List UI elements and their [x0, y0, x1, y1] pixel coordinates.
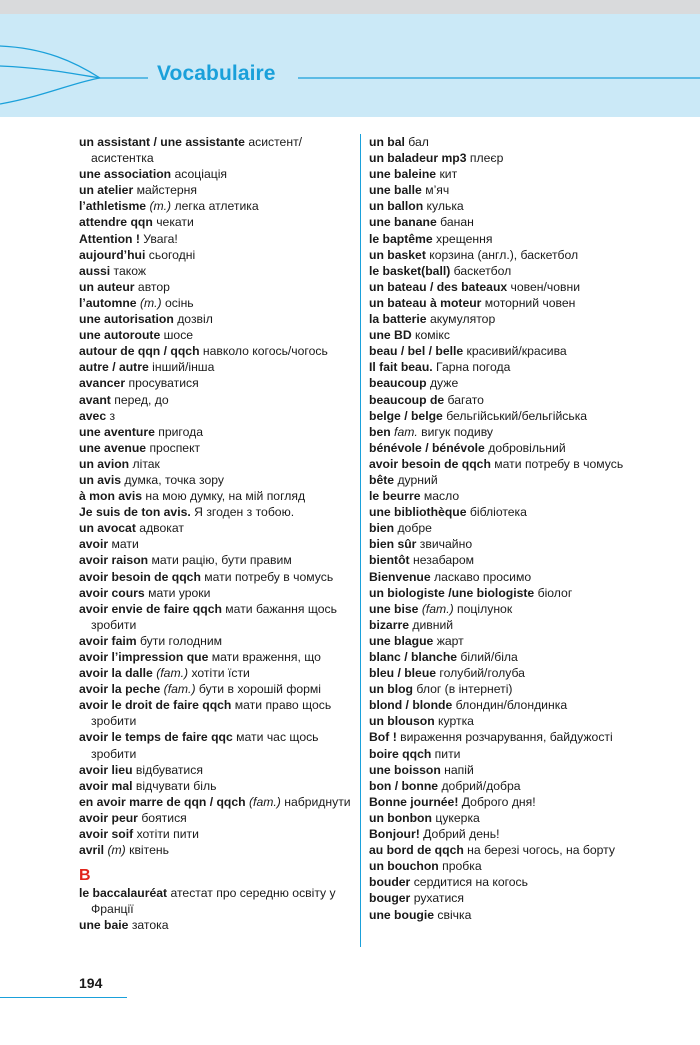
vocab-translation: незабаром [409, 553, 475, 568]
vocab-translation: красивий/красива [463, 344, 567, 359]
vocab-entry [369, 247, 689, 263]
vocab-note: (m) [104, 843, 126, 858]
vocab-entry [79, 408, 351, 424]
vocab-term: blond / blonde [369, 698, 453, 713]
vocab-term: une association [79, 167, 172, 182]
vocab-term: un blouson [369, 714, 435, 729]
vocab-translation: ласкаво просимо [430, 569, 532, 584]
vocab-entry [369, 134, 689, 150]
vocab-translation: просуватися [125, 376, 199, 391]
vocab-term: une bougie [369, 907, 434, 922]
vocab-entry [369, 263, 689, 279]
vocab-term: avoir lieu [79, 762, 133, 777]
vocab-translation: відбуватися [132, 762, 203, 777]
vocab-translation: адвокат [135, 521, 184, 536]
vocab-translation: також [110, 263, 147, 278]
vocab-entry [369, 778, 689, 794]
vocab-term: une balle [369, 183, 422, 198]
header-swoosh-icon [0, 14, 700, 117]
vocab-term: bénévole / bénévole [369, 440, 485, 455]
vocab-translation: мати враження, що [208, 650, 321, 664]
vocab-entry [79, 440, 351, 456]
vocab-term: un avocat [79, 521, 136, 536]
vocab-term: un baladeur mp3 [369, 151, 467, 166]
vocab-translation: дозвіл [173, 312, 213, 327]
vocab-term: avoir [79, 537, 109, 552]
vocab-term: la batterie [369, 312, 427, 327]
vocab-translation: мати право щось зробити [91, 698, 332, 729]
vocab-translation: дурний [394, 472, 438, 487]
vocab-term: une banane [369, 215, 437, 230]
vocab-translation: сердитися на когось [410, 875, 528, 890]
vocab-term: boire qqch [369, 746, 432, 761]
vocab-note: fam. [390, 424, 418, 439]
vocab-note: (fam.) [245, 794, 281, 809]
vocab-entry [79, 633, 351, 649]
vocab-term: un basket [369, 247, 426, 262]
vocab-translation: багато [444, 392, 484, 407]
vocab-translation: білий/біла [457, 650, 518, 664]
vocab-entry [369, 231, 689, 247]
vocab-term: bleu / bleue [369, 666, 437, 681]
vocab-entry [369, 424, 689, 440]
vocab-entry [79, 375, 351, 391]
vocab-entry [369, 440, 689, 456]
vocab-entry [369, 713, 689, 729]
vocab-entry [79, 166, 351, 182]
vocab-entry [79, 134, 351, 166]
vocab-translation: затока [128, 918, 169, 933]
vocab-entry [369, 569, 689, 585]
vocab-translation: літак [129, 456, 160, 471]
vocab-entry [79, 536, 351, 552]
vocab-entry [369, 343, 689, 359]
vocab-translation: Доброго дня! [458, 794, 536, 809]
vocab-entry [79, 665, 351, 681]
vocab-translation: мати час щось зробити [91, 730, 319, 761]
vocab-translation: блондин/блондинка [452, 698, 568, 713]
vocab-term: avancer [79, 376, 126, 391]
vocab-translation: човен/човни [507, 279, 581, 294]
vocab-term: en avoir marre de qqn / qqch [79, 794, 246, 809]
vocab-translation: баскетбол [450, 263, 512, 278]
vocab-term: une boisson [369, 762, 441, 777]
vocab-entry [369, 729, 689, 745]
vocab-term: beaucoup [369, 376, 427, 391]
vocab-translation: боятися [137, 810, 187, 825]
page-title: Vocabulaire [157, 62, 276, 85]
vocab-term: une baleine [369, 167, 437, 182]
vocab-entry [79, 697, 351, 729]
vocab-entry [79, 327, 351, 343]
vocab-translation: добре [394, 521, 432, 536]
vocab-entry [79, 569, 351, 585]
vocab-translation: відчувати біль [132, 778, 217, 793]
vocab-translation: свічка [434, 907, 472, 922]
vocab-translation: рухатися [410, 891, 464, 906]
vocab-entry [79, 488, 351, 504]
vocab-term: une baie [79, 918, 129, 933]
vocabulary-column-left [79, 134, 351, 934]
vocab-term: un bateau à moteur [369, 295, 482, 310]
page-header [0, 14, 700, 117]
vocab-term: avoir le droit de faire qqch [79, 698, 232, 713]
vocab-term: un avion [79, 456, 130, 471]
vocab-term: aussi [79, 263, 111, 278]
vocab-entry [369, 295, 689, 311]
vocab-entry [369, 617, 689, 633]
vocab-term: avoir le temps de faire qqc [79, 730, 233, 745]
section-letter: B [79, 867, 91, 885]
vocab-entry [79, 214, 351, 230]
vocab-translation: банан [436, 215, 474, 230]
vocab-translation: бельгійський/бельгійська [442, 408, 588, 423]
vocab-translation: добровільний [484, 440, 566, 455]
vocab-translation: навколо когось/чогось [199, 344, 328, 359]
vocab-entry [79, 263, 351, 279]
vocab-note: (m.) [146, 199, 172, 214]
vocab-translation: мати потребу в чомусь [200, 569, 334, 584]
vocab-term: bouger [369, 891, 411, 906]
vocab-entry [369, 633, 689, 649]
vocab-entry [369, 810, 689, 826]
vocab-term: bientôt [369, 553, 410, 568]
vocab-entry [79, 885, 351, 917]
vocab-translation: корзина (англ.), баскетбол [425, 247, 579, 262]
vocab-translation: чекати [152, 215, 194, 230]
vocab-entry [369, 874, 689, 890]
vocab-term: avoir mal [79, 778, 133, 793]
vocab-term: bizarre [369, 617, 409, 632]
vocab-term: blanc / blanche [369, 650, 458, 664]
vocab-entry [79, 198, 351, 214]
vocab-entry [79, 762, 351, 778]
vocab-entry [79, 456, 351, 472]
vocab-entry [369, 311, 689, 327]
vocab-entry [369, 198, 689, 214]
vocab-translation: комікс [411, 328, 450, 343]
vocab-translation: кит [436, 167, 458, 182]
vocab-term: une avenue [79, 440, 147, 455]
vocab-term: attendre qqn [79, 215, 153, 230]
vocab-entry [369, 907, 689, 923]
vocab-translation: мати рацію, бути правим [148, 553, 292, 568]
vocab-term: bête [369, 472, 395, 487]
vocab-entry [369, 408, 689, 424]
vocab-translation: сьогодні [145, 247, 196, 262]
top-strip [0, 0, 700, 14]
vocab-translation: проспект [146, 440, 201, 455]
vocab-term: une bibliothèque [369, 505, 467, 520]
vocab-term: un assistant / une assistante [79, 135, 245, 149]
vocab-entry [79, 794, 351, 810]
vocab-term: un avis [79, 472, 121, 487]
vocab-term: beaucoup de [369, 392, 445, 407]
vocab-translation: Гарна погода [432, 360, 511, 375]
vocab-translation: вираження розчарування, байдужості [396, 730, 613, 745]
vocab-term: bien [369, 521, 395, 536]
vocab-entry [369, 520, 689, 536]
vocab-entry [79, 295, 351, 311]
vocab-translation: моторний човен [481, 295, 576, 310]
vocab-term: une blague [369, 633, 434, 648]
vocab-translation: перед, до [110, 392, 169, 407]
vocab-translation: голубий/голуба [436, 666, 525, 681]
vocab-translation: шосе [160, 328, 194, 343]
vocab-term: le baccalauréat [79, 886, 168, 901]
vocab-translation: інший/інша [148, 360, 215, 375]
vocab-translation: пригода [154, 424, 204, 439]
vocab-entry [79, 842, 351, 858]
vocab-entry [369, 166, 689, 182]
vocab-entry [79, 810, 351, 826]
vocab-term: avoir la peche [79, 682, 161, 697]
vocab-translation: хрещення [432, 231, 493, 246]
vocab-term: bien sûr [369, 537, 417, 552]
vocab-entry [369, 552, 689, 568]
vocab-translation: цукерка [431, 810, 480, 825]
vocab-term: bouder [369, 875, 411, 890]
vocab-entry [369, 392, 689, 408]
vocab-term: Attention ! [79, 231, 140, 246]
vocab-entry [79, 729, 351, 761]
vocab-entry [79, 585, 351, 601]
vocab-term: à mon avis [79, 489, 142, 504]
vocab-entry [369, 842, 689, 858]
vocab-term: avoir peur [79, 810, 138, 825]
vocab-entry [369, 150, 689, 166]
vocab-entry [79, 279, 351, 295]
vocab-term: aujourd’hui [79, 247, 146, 262]
vocab-entry [79, 504, 351, 520]
vocab-translation: Добрий день! [419, 827, 500, 842]
vocabulary-column-right [369, 134, 689, 923]
vocab-term: un biologiste /une biologiste [369, 585, 535, 600]
vocab-term: avoir faim [79, 633, 137, 648]
vocab-entry [79, 917, 351, 933]
vocab-translation: мати потребу в чомусь [490, 456, 624, 471]
vocab-translation: бал [404, 135, 429, 149]
vocab-translation: на мою думку, на мій погляд [142, 489, 306, 504]
vocab-translation: куртка [434, 714, 474, 729]
vocab-translation: добрий/добра [438, 778, 521, 793]
vocab-translation: плеєр [466, 151, 504, 166]
vocab-entry [79, 552, 351, 568]
vocab-translation: мати бажання щось зробити [91, 601, 337, 632]
vocab-term: avoir soif [79, 827, 134, 842]
vocab-term: un atelier [79, 183, 134, 198]
vocab-entry [369, 746, 689, 762]
vocab-entry [79, 778, 351, 794]
vocab-translation: легка атлетика [171, 199, 259, 214]
vocab-entry [369, 697, 689, 713]
vocab-translation: пити [431, 746, 461, 761]
vocab-translation: вигук подиву [417, 424, 494, 439]
vocab-term: l’athletisme [79, 199, 147, 214]
vocab-entry [369, 890, 689, 906]
vocab-translation: пробка [438, 859, 482, 874]
vocab-entry [369, 794, 689, 810]
vocab-term: autre / autre [79, 360, 149, 375]
vocab-entry [79, 520, 351, 536]
vocab-term: avoir l’impression que [79, 650, 209, 664]
vocab-term: une BD [369, 328, 412, 343]
vocab-translation: дивний [408, 617, 454, 632]
vocab-entry [79, 681, 351, 697]
vocab-term: avoir la dalle [79, 666, 153, 681]
vocab-entry [79, 649, 351, 665]
vocab-term: une aventure [79, 424, 155, 439]
vocab-entry [369, 214, 689, 230]
vocab-term: un bonbon [369, 810, 432, 825]
vocab-translation: асистент/ асистентка [91, 135, 303, 166]
vocab-note: (fam.) [418, 601, 454, 616]
vocab-entry [369, 472, 689, 488]
vocab-term: un blog [369, 682, 413, 697]
vocab-entry [369, 858, 689, 874]
footer-rule [0, 997, 127, 998]
vocab-entry [369, 456, 689, 472]
vocab-note: (fam.) [160, 682, 196, 697]
vocab-entry [369, 375, 689, 391]
vocab-term: Bonjour! [369, 827, 420, 842]
vocab-term: avant [79, 392, 111, 407]
vocab-entry [79, 311, 351, 327]
vocab-translation: набриднути [280, 794, 351, 809]
vocab-translation: автор [134, 279, 170, 294]
vocab-entry [79, 424, 351, 440]
vocab-translation: квітень [125, 843, 169, 858]
vocab-entry [369, 762, 689, 778]
vocab-entry [369, 359, 689, 375]
vocab-term: avoir raison [79, 553, 149, 568]
vocab-entry [79, 601, 351, 633]
vocab-translation: кулька [423, 199, 464, 214]
vocab-entry [369, 649, 689, 665]
vocab-term: un ballon [369, 199, 424, 214]
vocab-translation: Увага! [139, 231, 178, 246]
vocab-translation: акумулятор [426, 312, 496, 327]
vocab-translation: жарт [433, 633, 464, 648]
vocab-translation: бути в хорошій формі [195, 682, 321, 697]
vocab-term: avoir besoin de qqch [79, 569, 201, 584]
vocab-term: le basket(ball) [369, 263, 451, 278]
vocab-translation: з [106, 408, 116, 423]
vocab-term: avoir cours [79, 585, 145, 600]
vocab-term: avoir besoin de qqch [369, 456, 491, 471]
vocab-translation: думка, точка зору [121, 472, 225, 487]
vocab-translation: звичайно [416, 537, 473, 552]
vocab-term: avoir envie de faire qqch [79, 601, 222, 616]
vocab-translation: на березі чогось, на борту [463, 843, 615, 858]
vocab-entry [369, 279, 689, 295]
vocab-translation: бібліотека [466, 505, 527, 520]
vocab-term: avec [79, 408, 107, 423]
vocab-entry [369, 488, 689, 504]
vocab-term: un auteur [79, 279, 135, 294]
vocab-term: ben [369, 424, 391, 439]
vocab-entry [79, 231, 351, 247]
vocab-translation: асоціація [171, 167, 228, 182]
column-divider [360, 134, 361, 947]
vocab-note: (fam.) [152, 666, 189, 681]
vocab-term: Bonne journée! [369, 794, 459, 809]
vocab-entry [369, 665, 689, 681]
vocab-entry [369, 536, 689, 552]
vocab-term: l’automne [79, 295, 137, 310]
vocab-entry [79, 826, 351, 842]
vocab-term: une autoroute [79, 328, 161, 343]
vocab-term: une bise [369, 601, 419, 616]
vocab-entry [369, 681, 689, 697]
vocab-translation: мати уроки [144, 585, 211, 600]
vocab-translation: Я згоден з тобою. [190, 505, 295, 520]
vocab-entry [79, 343, 351, 359]
vocab-entry [369, 826, 689, 842]
vocab-term: Je suis de ton avis. [79, 505, 191, 520]
vocab-translation: поцілунок [453, 601, 513, 616]
vocab-term: autour de qqn / qqch [79, 344, 200, 359]
vocab-entry [369, 327, 689, 343]
vocab-entry [369, 585, 689, 601]
vocab-translation: біолог [534, 585, 573, 600]
vocab-entry [369, 601, 689, 617]
vocab-entry [79, 359, 351, 375]
page-number: 194 [79, 975, 103, 991]
vocab-term: Il fait beau. [369, 360, 433, 375]
vocab-translation: напій [440, 762, 474, 777]
vocab-translation: хотіти їсти [188, 666, 250, 681]
vocab-note: (m.) [136, 295, 162, 310]
vocab-entry [79, 247, 351, 263]
vocab-translation: майстерня [133, 183, 197, 198]
vocab-translation: м’яч [421, 183, 450, 198]
vocab-term: le beurre [369, 489, 421, 504]
vocab-entry [79, 472, 351, 488]
vocab-term: au bord de qqch [369, 843, 464, 858]
vocab-term: belge / belge [369, 408, 443, 423]
vocab-term: Bienvenue [369, 569, 431, 584]
vocab-translation: масло [420, 489, 460, 504]
vocab-term: avril [79, 843, 105, 858]
vocab-translation: бути голодним [136, 633, 223, 648]
vocab-term: beau / bel / belle [369, 344, 464, 359]
vocab-translation: блог (в інтернеті) [413, 682, 513, 697]
vocab-translation: осінь [161, 295, 194, 310]
vocab-translation: мати [108, 537, 139, 552]
vocab-term: un bateau / des bateaux [369, 279, 508, 294]
vocab-term: Bof ! [369, 730, 397, 745]
vocab-term: un bouchon [369, 859, 439, 874]
vocab-entry [79, 182, 351, 198]
vocab-entry [369, 504, 689, 520]
vocab-translation: дуже [426, 376, 459, 391]
vocab-term: une autorisation [79, 312, 174, 327]
vocab-translation: хотіти пити [133, 827, 199, 842]
vocab-entry [369, 182, 689, 198]
vocab-translation: атестат про середню освіту у Франції [91, 886, 336, 917]
vocab-term: le baptême [369, 231, 433, 246]
vocab-term: bon / bonne [369, 778, 439, 793]
vocab-entry [79, 392, 351, 408]
vocab-term: un bal [369, 135, 405, 149]
